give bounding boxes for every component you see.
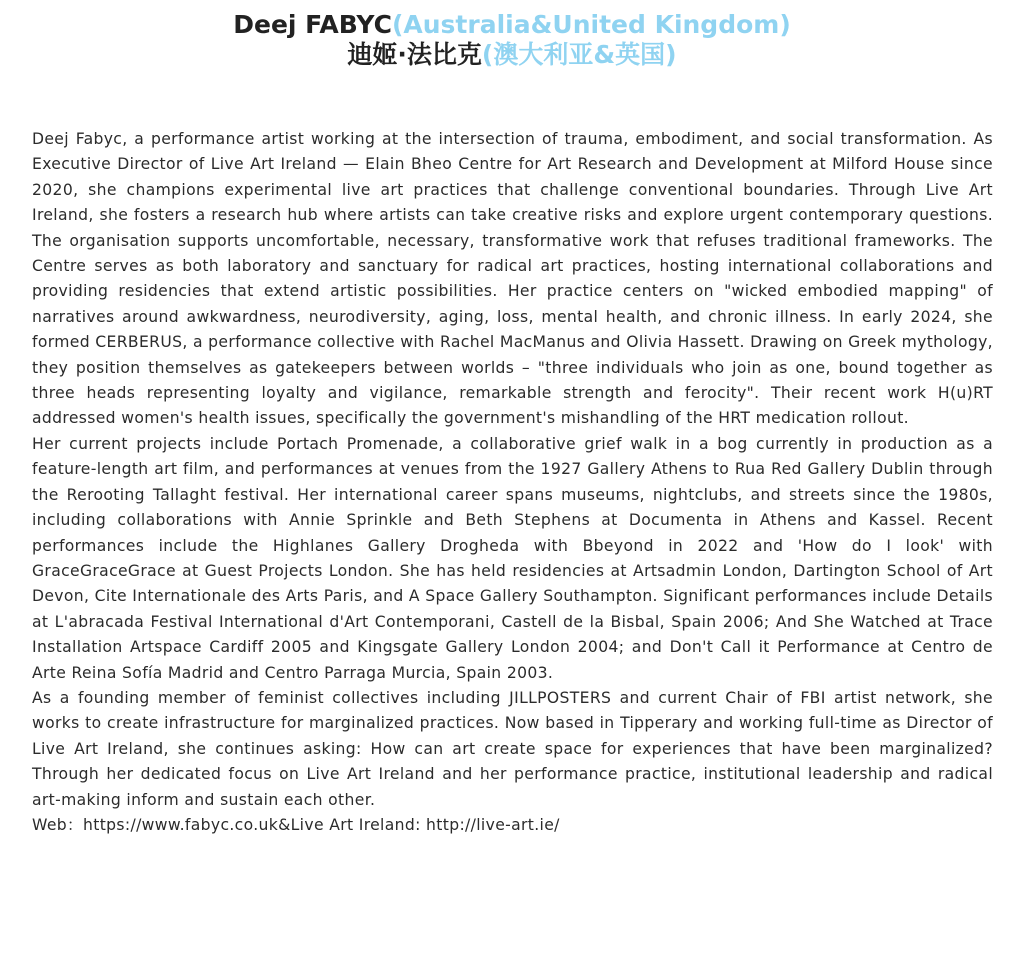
title-block bbox=[0, 0, 1024, 70]
title-english bbox=[0, 10, 1024, 40]
country-english: (Australia&United Kingdom) bbox=[391, 10, 791, 39]
bio-paragraph-3: As a founding member of feminist collectives including JILLPOSTERS and current Chair of FBI artist network, she works to create infrastructure for marginalized practices. Now based in Tipperary and working full-time as Director of Live Art Ireland, she continues asking: How can art create space for experiences that have been marginalized? Through her dedicated focus on Live Art Ireland and her performance practice, institutional leadership and radical art-making inform and sustain each other. bbox=[32, 688, 993, 809]
artist-name-english: Deej FABYC bbox=[233, 10, 392, 39]
biography bbox=[32, 127, 993, 838]
bio-paragraph-2: Her current projects include Portach Promenade, a collaborative grief walk in a bog currently in production as a feature-length art film, and performances at venues from the 1927 Gallery Athens to Rua Red Gallery Dublin through the Rerooting Tallaght festival. Her international career spans museums, nightclubs, and streets since the 1980s, including collaborations with Annie Sprinkle and Beth Stephens at Documenta in Athens and Kassel. Recent performances include the Highlanes Gallery Drogheda with Bbeyond in 2022 and 'How do I look' with GraceGraceGrace at Guest Projects London. She has held residencies at Artsadmin London, Dartington School of Art Devon, Cite Internationale des Arts Paris, and A Space Gallery Southampton. Significant performances include Details at L'abracada Festival International d'Art Contemporani, Castell de la Bisbal, Spain 2006; And She Watched at Trace Installation Artspace Cardiff 2005 and Kingsgate Gallery London 2004; and Don't Call it Performance at Centro de Arte Reina Sofía Madrid and Centro Parraga Murcia, Spain 2003. bbox=[32, 434, 993, 682]
web-links: Web：https://www.fabyc.co.uk&Live Art Ireland: http://live-art.ie/ bbox=[32, 815, 560, 834]
artist-name-chinese: 迪姬·法比克 bbox=[347, 40, 482, 69]
country-chinese: (澳大利亚&英国) bbox=[481, 40, 677, 69]
bio-paragraph-1: Deej Fabyc, a performance artist working at the intersection of trauma, embodiment, and social transformation. As Executive Director of Live Art Ireland — Elain Bheo Centre for Art Research and Development at Milford House since 2020, she champions experimental live art practices that challenge conventional boundaries. Through Live Art Ireland, she fosters a research hub where artists can take creative risks and explore urgent contemporary questions. The organisation supports uncomfortable, necessary, transformative work that refuses traditional frameworks. The Centre serves as both laboratory and sanctuary for radical art practices, hosting international collaborations and providing residencies that extend artistic possibilities. Her practice centers on "wicked embodied mapping" of narratives around awkwardness, neurodiversity, aging, loss, mental health, and chronic illness. In early 2024, she formed CERBERUS, a performance collective with Rachel MacManus and Olivia Hassett. Drawing on Greek mythology, they position themselves as gatekeepers between worlds – "three individuals who join as one, bound together as three heads representing loyalty and vigilance, remarkable strength and ferocity". Their recent work H(u)RT addressed women's health issues, specifically the government's mishandling of the HRT medication rollout. bbox=[32, 130, 993, 428]
title-chinese bbox=[0, 40, 1024, 70]
